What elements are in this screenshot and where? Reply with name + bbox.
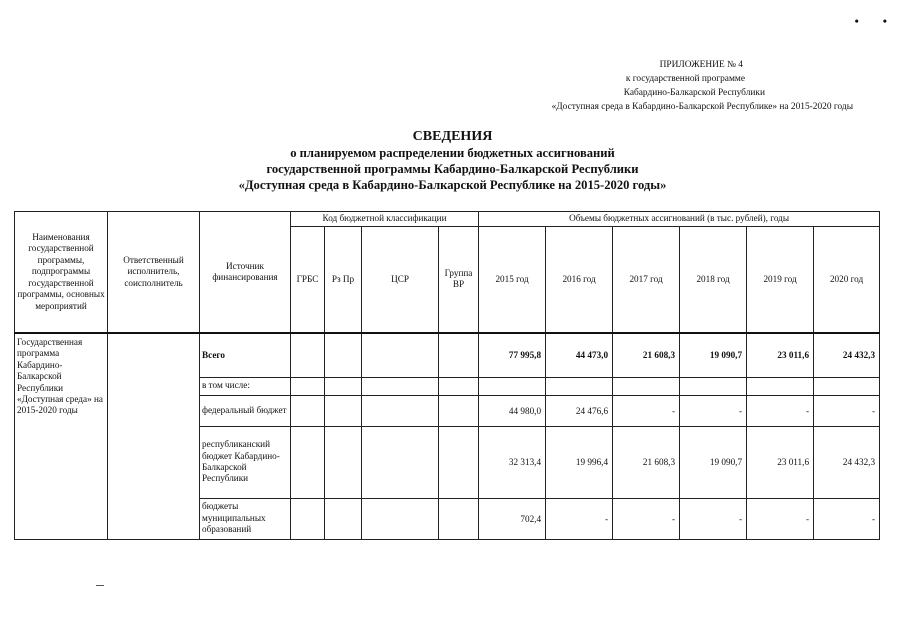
document-title [0, 128, 905, 193]
value-cell: 24 476,6 [546, 395, 613, 426]
header-year: 2018 год [680, 226, 747, 333]
value-cell: 19 090,7 [680, 426, 747, 498]
value-cell [747, 377, 814, 395]
source-cell: федеральный бюджет [200, 395, 291, 426]
appendix-block [552, 58, 853, 114]
csr-cell [362, 377, 439, 395]
value-cell: 702,4 [479, 498, 546, 539]
appendix-number: ПРИЛОЖЕНИЕ № 4 [659, 60, 743, 70]
rzpr-cell [325, 498, 362, 539]
appendix-republic: Кабардино-Балкарской Республики [623, 88, 765, 98]
value-cell [680, 377, 747, 395]
scan-marks: • • [854, 14, 887, 28]
title-line-3: «Доступная среда в Кабардино-Балкарской Республике на 2015-2020 годы» [238, 178, 667, 192]
vr-cell [439, 498, 479, 539]
header-source: Источник финансирования [200, 212, 291, 334]
csr-cell [362, 498, 439, 539]
source-cell: в том числе: [200, 377, 291, 395]
header-name: Наименования государственной программы, подпрограммы государственной программы, основных мероприятий [15, 212, 108, 334]
value-cell: - [546, 498, 613, 539]
vr-cell [439, 426, 479, 498]
scan-mark-line [96, 585, 104, 586]
value-cell: 24 432,3 [814, 333, 880, 377]
header-rzpr: Рз Пр [325, 226, 362, 333]
title-line-2: государственной программы Кабардино-Балкарской Республики [266, 162, 639, 176]
title-line-1: о планируемом распределении бюджетных ассигнований [290, 146, 615, 160]
value-cell: 19 996,4 [546, 426, 613, 498]
source-cell: Всего [200, 333, 291, 377]
value-cell: 24 432,3 [814, 426, 880, 498]
header-vr: Группа ВР [439, 226, 479, 333]
executor-cell [108, 333, 200, 539]
header-csr: ЦСР [362, 226, 439, 333]
value-cell: 19 090,7 [680, 333, 747, 377]
program-name-cell: Государственная программа Кабардино-Балкарской Республики «Доступная среда» на 2015-2020 годы [15, 333, 108, 539]
grbs-cell [291, 426, 325, 498]
value-cell [814, 377, 880, 395]
csr-cell [362, 333, 439, 377]
value-cell: 23 011,6 [747, 426, 814, 498]
vr-cell [439, 377, 479, 395]
value-cell [546, 377, 613, 395]
rzpr-cell [325, 426, 362, 498]
value-cell: 77 995,8 [479, 333, 546, 377]
source-cell: республиканский бюджет Кабардино-Балкарской Республики [200, 426, 291, 498]
header-year: 2015 год [479, 226, 546, 333]
value-cell: - [680, 395, 747, 426]
appendix-ref: к государственной программе [625, 74, 745, 84]
value-cell: - [613, 395, 680, 426]
rzpr-cell [325, 333, 362, 377]
rzpr-cell [325, 395, 362, 426]
header-bk-group: Код бюджетной классификации [291, 212, 479, 227]
header-year: 2016 год [546, 226, 613, 333]
value-cell [613, 377, 680, 395]
value-cell: 44 980,0 [479, 395, 546, 426]
value-cell: - [747, 498, 814, 539]
value-cell: - [680, 498, 747, 539]
table-row [15, 333, 880, 377]
grbs-cell [291, 333, 325, 377]
header-year: 2020 год [814, 226, 880, 333]
vr-cell [439, 395, 479, 426]
value-cell: - [814, 395, 880, 426]
grbs-cell [291, 377, 325, 395]
header-year: 2017 год [613, 226, 680, 333]
grbs-cell [291, 498, 325, 539]
header-year: 2019 год [747, 226, 814, 333]
appendix-program: «Доступная среда в Кабардино-Балкарской Республике» на 2015-2020 годы [551, 102, 853, 112]
value-cell: - [814, 498, 880, 539]
value-cell: - [747, 395, 814, 426]
value-cell: 44 473,0 [546, 333, 613, 377]
value-cell: 32 313,4 [479, 426, 546, 498]
rzpr-cell [325, 377, 362, 395]
vr-cell [439, 333, 479, 377]
budget-table [14, 211, 880, 540]
value-cell: 21 608,3 [613, 333, 680, 377]
grbs-cell [291, 395, 325, 426]
csr-cell [362, 395, 439, 426]
value-cell: 23 011,6 [747, 333, 814, 377]
header-executor: Ответственный исполнитель, соисполнитель [108, 212, 200, 334]
title-heading: СВЕДЕНИЯ [412, 129, 493, 144]
value-cell: 21 608,3 [613, 426, 680, 498]
value-cell [479, 377, 546, 395]
value-cell: - [613, 498, 680, 539]
source-cell: бюджеты муниципальных образований [200, 498, 291, 539]
csr-cell [362, 426, 439, 498]
header-grbs: ГРБС [291, 226, 325, 333]
header-volume-group: Объемы бюджетных ассигнований (в тыс. рублей), годы [479, 212, 880, 227]
